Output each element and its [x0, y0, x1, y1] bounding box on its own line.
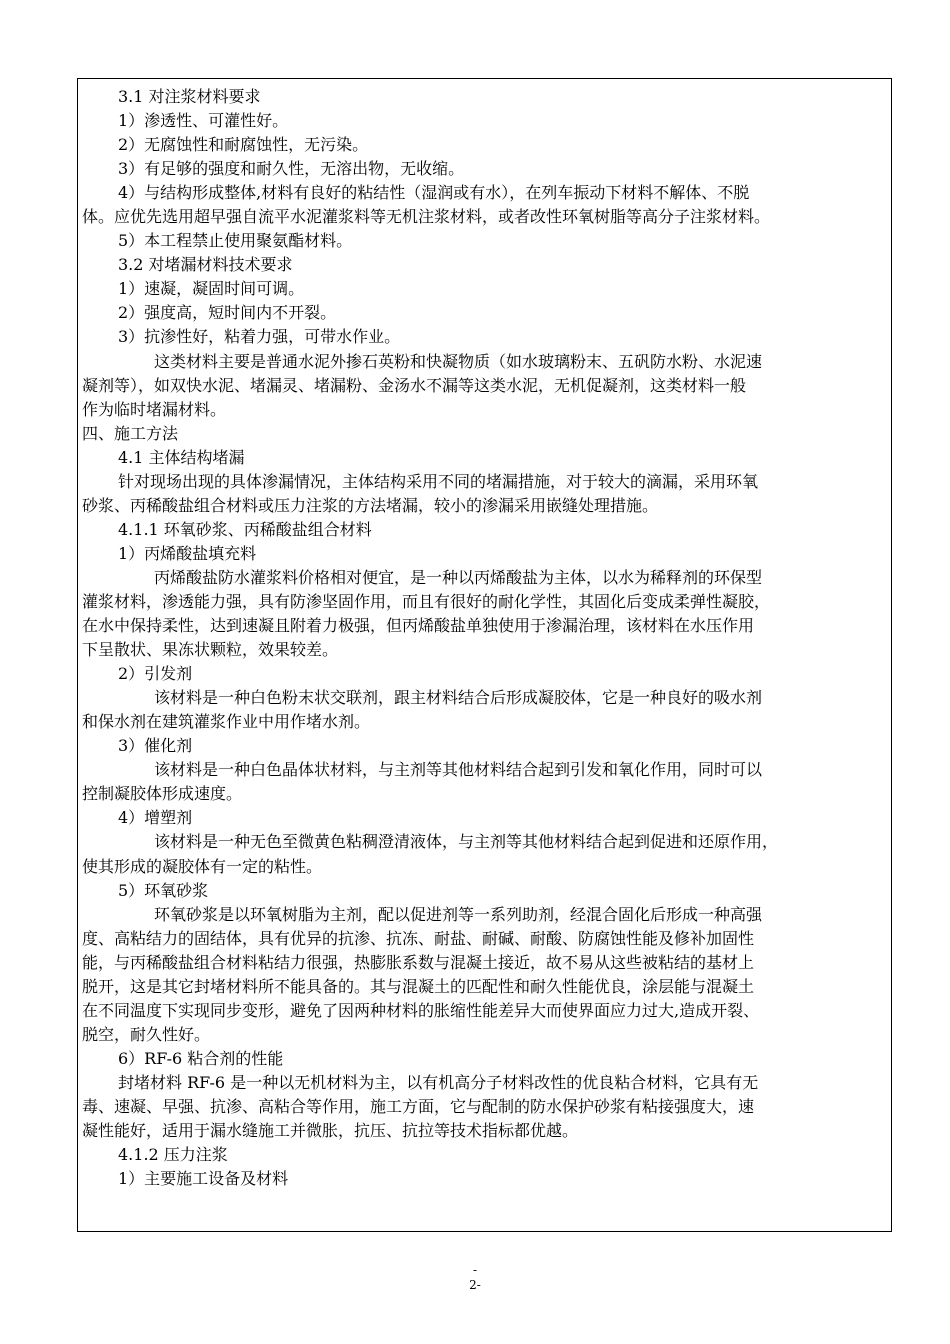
text-line: 度、高粘结力的固结体，具有优异的抗渗、抗冻、耐盐、耐碱、耐酸、防腐蚀性能及修补加固性	[82, 928, 755, 948]
text-line: 使其形成的凝胶体有一定的粘性。	[82, 856, 323, 876]
text-line: 3）有足够的强度和耐久性，无溶出物，无收缩。	[118, 159, 465, 179]
text-line: 5）本工程禁止使用聚氨酯材料。	[118, 231, 353, 251]
text-line: 环氧砂浆是以环氧树脂为主剂，配以促进剂等一系列助剂，经混合固化后形成一种高强	[154, 904, 763, 924]
text-line: 4）与结构形成整体,材料有良好的粘结性（湿润或有水），在列车振动下材料不解体、不脱	[118, 183, 750, 203]
text-line: 4.1.1 环氧砂浆、丙稀酸盐组合材料	[118, 519, 372, 539]
text-line: 控制凝胶体形成速度。	[82, 784, 243, 804]
text-line: 1）主要施工设备及材料	[118, 1169, 289, 1189]
text-line: 丙烯酸盐防水灌浆料价格相对便宜，是一种以丙烯酸盐为主体，以水为稀释剂的环保型	[154, 567, 763, 587]
text-line: 该材料是一种无色至微黄色粘稠澄清液体，与主剂等其他材料结合起到促进和还原作用，	[154, 832, 779, 852]
text-line: 砂浆、丙稀酸盐组合材料或压力注浆的方法堵漏，较小的渗漏采用嵌缝处理措施。	[82, 495, 659, 515]
text-line: 4.1 主体结构堵漏	[118, 447, 245, 467]
text-line: 凝性能好，适用于漏水缝施工并微胀，抗压、抗拉等技术指标都优越。	[82, 1121, 579, 1141]
text-line: 3）催化剂	[118, 736, 193, 756]
text-line: 6）RF-6 粘合剂的性能	[118, 1048, 284, 1068]
text-line: 1）速凝，凝固时间可调。	[118, 279, 305, 299]
text-line: 下呈散状、果冻状颗粒，效果较差。	[82, 640, 339, 660]
text-line: 毒、速凝、早强、抗渗、高粘合等作用，施工方面，它与配制的防水保护砂浆有粘接强度大，速	[82, 1096, 755, 1116]
text-line: 2）引发剂	[118, 664, 193, 684]
text-line: 能，与丙稀酸盐组合材料粘结力很强，热膨胀系数与混凝土接近，故不易从这些被粘结的基材上	[82, 952, 755, 972]
text-line: 3.1 对注浆材料要求	[118, 87, 261, 106]
text-line: 5）环氧砂浆	[118, 880, 209, 900]
text-line: 针对现场出现的具体渗漏情况，主体结构采用不同的堵漏措施，对于较大的滴漏，采用环氧	[118, 471, 759, 491]
text-line: 1）渗透性、可灌性好。	[118, 111, 289, 131]
document-frame	[77, 78, 892, 1232]
text-line: 四、施工方法	[82, 423, 179, 443]
text-line: 作为临时堵漏材料。	[82, 399, 227, 419]
document-body	[82, 85, 888, 1191]
text-line: 1）丙烯酸盐填充料	[118, 543, 257, 563]
page-number: 2-	[469, 1278, 481, 1292]
text-line: 在不同温度下实现同步变形，避免了因两种材料的胀缩性能差异大而使界面应力过大,造成开裂、	[82, 1000, 760, 1020]
text-line: 这类材料主要是普通水泥外掺石英粉和快凝物质（如水玻璃粉末、五矾防水粉、水泥速	[154, 351, 763, 371]
text-line: 凝剂等），如双快水泥、堵漏灵、堵漏粉、金汤水不漏等这类水泥，无机促凝剂，这类材料一般	[82, 375, 747, 395]
text-line: 在水中保持柔性，达到速凝且附着力极强，但丙烯酸盐单独使用于渗漏治理，该材料在水压作用	[82, 616, 755, 636]
text-line: 封堵材料 RF-6 是一种以无机材料为主，以有机高分子材料改性的优良粘合材料，它具有无	[118, 1072, 759, 1092]
text-line: 3）抗渗性好，粘着力强，可带水作业。	[118, 327, 401, 347]
text-line: 体。应优先选用超早强自流平水泥灌浆料等无机注浆材料，或者改性环氧树脂等高分子注浆材料。	[82, 207, 771, 227]
text-line: 脱空，耐久性好。	[82, 1024, 211, 1044]
text-line: 4）增塑剂	[118, 808, 193, 828]
text-line: 该材料是一种白色粉末状交联剂，跟主材料结合后形成凝胶体，它是一种良好的吸水剂	[154, 688, 763, 708]
footer-dash: -	[472, 1263, 478, 1277]
text-line: 脱开，这是其它封堵材料所不能具备的。其与混凝土的匹配性和耐久性能优良，涂层能与混凝土	[82, 976, 755, 996]
text-line: 3.2 对堵漏材料技术要求	[118, 255, 293, 275]
text-line: 和保水剂在建筑灌浆作业中用作堵水剂。	[82, 712, 371, 732]
text-line: 灌浆材料，渗透能力强，具有防渗坚固作用，而且有很好的耐化学性，其固化后变成柔弹性凝胶，	[82, 591, 771, 611]
text-line: 2）无腐蚀性和耐腐蚀性，无污染。	[118, 135, 369, 155]
text-line: 2）强度高，短时间内不开裂。	[118, 303, 337, 323]
text-line: 4.1.2 压力注浆	[118, 1145, 228, 1165]
text-line: 该材料是一种白色晶体状材料，与主剂等其他材料结合起到引发和氧化作用，同时可以	[154, 760, 763, 780]
